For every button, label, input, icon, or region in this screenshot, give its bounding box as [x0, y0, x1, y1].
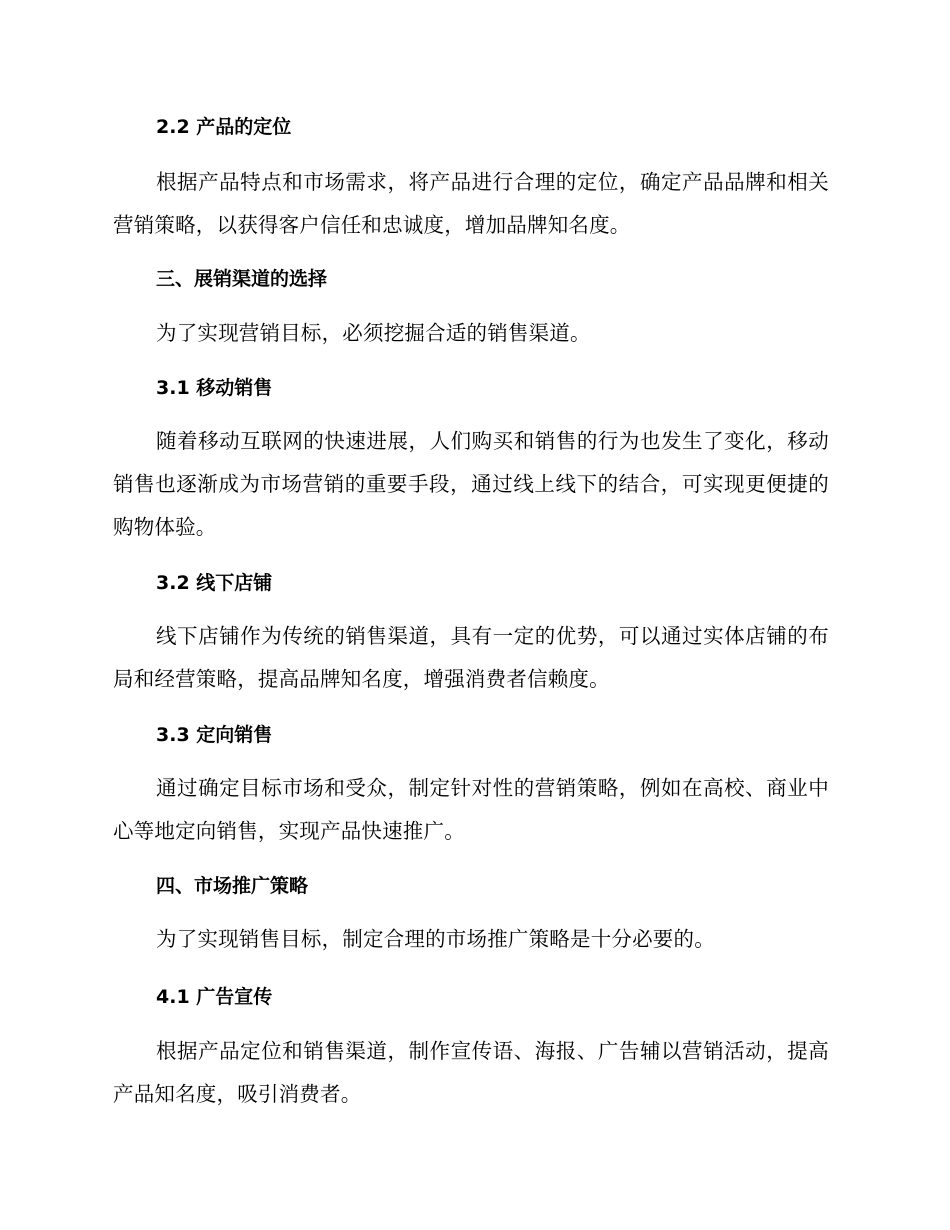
paragraph-sales-channels: 为了实现营销目标，必须挖掘合适的销售渠道。 [156, 321, 591, 345]
section-heading-3: 三、展销渠道的选择 [156, 268, 328, 290]
paragraph-product-positioning: 根据产品特点和市场需求，将产品进行合理的定位，确定产品品牌和相关营销策略，以获得客户信任和忠诚度，增加品牌知名度。 [113, 170, 829, 237]
section-heading-4-1: 4.1 广告宣传 [156, 986, 273, 1008]
paragraph-advertising: 根据产品定位和销售渠道，制作宣传语、海报、广告辅以营销活动，提高产品知名度，吸引消费者。 [113, 1039, 829, 1106]
paragraph-market-promotion: 为了实现销售目标，制定合理的市场推广策略是十分必要的。 [156, 927, 715, 951]
paragraph-offline-stores: 线下店铺作为传统的销售渠道，具有一定的优势，可以通过实体店铺的布局和经营策略，提高品牌知名度，增强消费者信赖度。 [113, 624, 829, 691]
section-heading-3-3: 3.3 定向销售 [156, 724, 273, 746]
paragraph-targeted-sales: 通过确定目标市场和受众，制定针对性的营销策略，例如在高校、商业中心等地定向销售，实现产品快速推广。 [113, 776, 829, 843]
section-heading-3-1: 3.1 移动销售 [156, 377, 273, 399]
section-heading-2-2: 2.2 产品的定位 [156, 116, 292, 138]
paragraph-mobile-sales: 随着移动互联网的快速进展，人们购买和销售的行为也发生了变化，移动销售也逐渐成为市场营销的重要手段，通过线上线下的结合，可实现更便捷的购物体验。 [113, 429, 829, 539]
section-heading-4: 四、市场推广策略 [156, 875, 309, 897]
section-heading-3-2: 3.2 线下店铺 [156, 572, 273, 594]
